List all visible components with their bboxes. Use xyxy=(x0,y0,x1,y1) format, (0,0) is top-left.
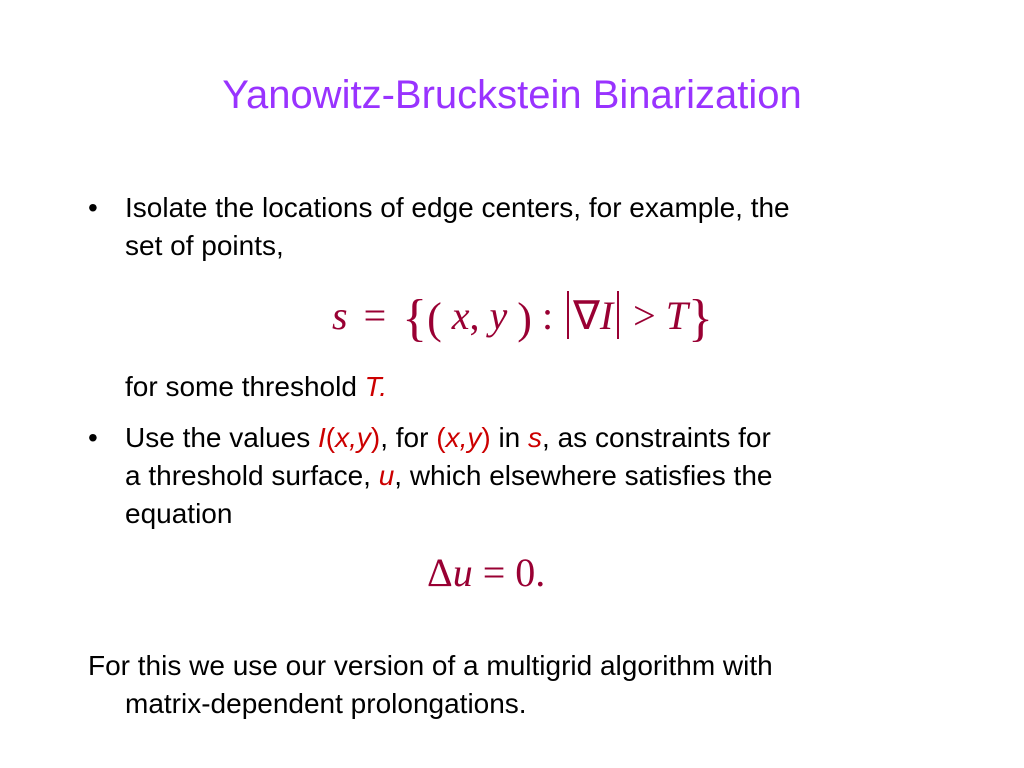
eq2-zero: 0. xyxy=(515,550,546,595)
bullet-2-line-3: equation xyxy=(125,498,233,529)
eq1-I: I xyxy=(599,293,614,338)
value-xy-1: x,y xyxy=(335,422,371,453)
paren-open-2: ( xyxy=(436,422,446,453)
threshold-T: T. xyxy=(364,371,387,402)
eq1-abs-left xyxy=(567,291,569,339)
footer-paragraph xyxy=(88,647,968,723)
bullet-2-part-2: , for xyxy=(380,422,437,453)
equation-laplace xyxy=(427,545,545,601)
footer-line-2: matrix-dependent prolongations. xyxy=(125,688,527,719)
threshold-line xyxy=(125,368,387,406)
bullet-marker: • xyxy=(88,422,98,453)
paren-open-1: ( xyxy=(325,422,336,453)
slide-title: Yanowitz-Bruckstein Binarization xyxy=(222,73,802,117)
bullet-marker: • xyxy=(88,192,98,223)
nabla-icon: ∇ xyxy=(573,293,600,338)
delta-icon: Δ xyxy=(427,550,453,595)
value-s: s xyxy=(528,422,543,453)
bullet-2-part-1: Use the values xyxy=(125,422,318,453)
bullet-1-text xyxy=(125,189,945,265)
bullet-2-part-3: in xyxy=(490,422,529,453)
value-xy-2: x,y xyxy=(445,422,482,453)
bullet-1-line-2: set of points, xyxy=(125,230,284,261)
paren-close-1: ) xyxy=(370,422,381,453)
eq1-s: s xyxy=(332,293,348,338)
bullet-2-line-2b: , which elsewhere satisfies the xyxy=(394,460,773,491)
eq1-close-brace: } xyxy=(687,290,713,347)
bullet-2-part-4: , as constraints for xyxy=(542,422,771,453)
eq1-greater-than: > xyxy=(633,293,656,338)
eq1-y: y xyxy=(489,293,508,338)
equation-edge-set xyxy=(332,286,713,349)
eq1-T: T xyxy=(665,293,688,338)
eq2-u: u xyxy=(452,550,473,595)
value-u: u xyxy=(378,460,395,491)
footer-line-1: For this we use our version of a multigrid algorithm with xyxy=(88,650,773,681)
eq1-x: x xyxy=(451,293,470,338)
value-I: I xyxy=(318,422,326,453)
threshold-text: for some threshold xyxy=(125,371,365,402)
eq1-open-paren: ( xyxy=(427,294,442,343)
eq2-equals: = xyxy=(482,550,506,595)
bullet-2-line-2 xyxy=(125,457,945,495)
eq1-equals: = xyxy=(363,293,387,338)
eq1-colon: : xyxy=(541,293,554,338)
eq1-comma: , xyxy=(469,293,480,338)
eq1-close-paren: ) xyxy=(517,294,532,343)
eq1-abs-right xyxy=(617,291,619,339)
bullet-2-line-2a: a threshold surface, xyxy=(125,460,379,491)
paren-close-2: ) xyxy=(481,422,491,453)
eq1-open-brace: { xyxy=(402,290,428,347)
bullet-2-text xyxy=(125,419,945,533)
bullet-2-line-1 xyxy=(125,419,945,457)
bullet-1-line-1: Isolate the locations of edge centers, for example, the xyxy=(125,192,790,223)
